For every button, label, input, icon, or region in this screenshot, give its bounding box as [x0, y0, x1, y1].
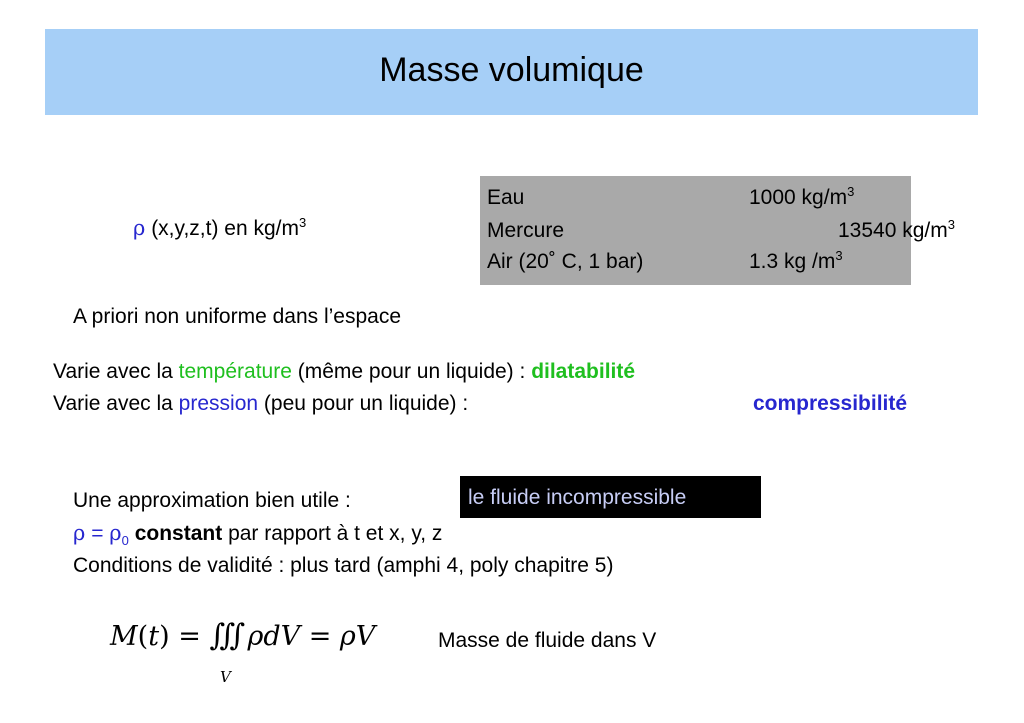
incompressible-label: le fluide incompressible [468, 486, 687, 509]
rho-args: (x,y,z,t) en kg/m [145, 217, 299, 240]
conditions-line: Conditions de validité : plus tard (amphi 4, poly chapitre 5) [73, 554, 614, 577]
slide-title: Masse volumique [379, 51, 644, 89]
table-row-water-name: Eau [487, 186, 525, 209]
table-row-water-value: 1000 $kg/m^3$ [749, 184, 855, 209]
table-row-mercury-value: 13540 $kg/m^3$ [838, 217, 955, 242]
table-row-mercury-name: Mercure [487, 219, 565, 242]
pressure-line: Varie avec la pression (peu pour un liquide) : [53, 392, 469, 415]
rho-unit-exponent: 3 [299, 215, 307, 230]
table-row-air-name: Air (20˚ C, 1 bar) [487, 250, 644, 273]
rho-definition [133, 215, 307, 240]
compressibility-term: compressibilité [753, 392, 908, 415]
dilatability-term: dilatabilité [531, 360, 636, 383]
mass-integral-formula: M(t) = ∭ ρdV = ρV V [110, 618, 376, 686]
title-bar [45, 29, 978, 115]
table-row-air-value: 1.3 kg $/m^3$ [749, 248, 843, 273]
temperature-keyword: température [178, 360, 292, 383]
incompressible-box [460, 476, 761, 518]
pressure-keyword: pression [178, 392, 259, 415]
temperature-line: Varie avec la température (même pour un liquide) : dilatabilité [53, 360, 636, 383]
constant-line: $\rho = \rho_0$ constant par rapport à t et x, y, z [73, 521, 443, 549]
rho-symbol: ρ [133, 216, 146, 240]
integral-domain-label: V [220, 668, 231, 686]
triple-integral-symbol: ∭ [209, 618, 239, 653]
priori-line: A priori non uniforme dans l’espace [73, 305, 402, 328]
approximation-line: Une approximation bien utile : [73, 489, 351, 512]
density-table [480, 176, 955, 285]
formula-caption: Masse de fluide dans V [438, 629, 657, 652]
